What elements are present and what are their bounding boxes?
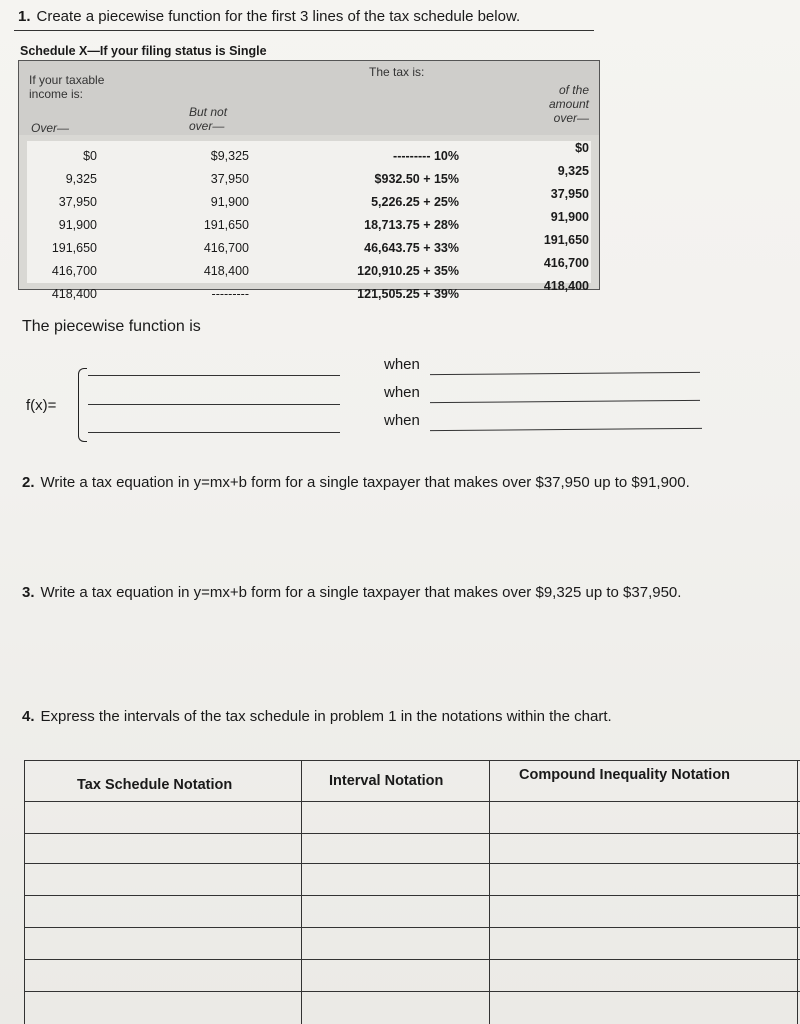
schedule-box (18, 60, 600, 301)
table-cell: 416,700 (203, 241, 249, 255)
table-cell: 418,400 (203, 264, 249, 278)
over-header: Over— (31, 121, 70, 135)
table-cell: 121,505.25 + 39% (357, 287, 459, 301)
but-not-over-header (189, 105, 227, 133)
question-text: Write a tax equation in y=mx+b form for a single taxpayer that makes over $9,325 up to $37,950. (40, 584, 682, 601)
when-label-2: when (384, 384, 420, 401)
of-amount-header (529, 83, 589, 125)
tax-schedule-table (18, 44, 600, 301)
table-cell: $932.50 + 15% (374, 172, 459, 186)
piecewise-label: The piecewise function is (22, 318, 201, 335)
table-cell: 37,950 (58, 195, 97, 209)
grid-header-compound: Compound Inequality Notation (519, 767, 731, 783)
question-1 (18, 8, 790, 25)
table-cell: 18,713.75 + 28% (364, 218, 459, 232)
grid-row-line (25, 801, 800, 802)
question-3 (22, 584, 790, 601)
table-cell: 191,650 (203, 218, 249, 232)
header-text: over— (189, 119, 225, 133)
header-text: amount (548, 97, 589, 111)
table-cell: --------- 10% (393, 149, 459, 163)
question-number: 2. (22, 474, 35, 491)
taxable-income-header (29, 73, 104, 101)
grid-header-tax-schedule: Tax Schedule Notation (77, 777, 233, 793)
table-cell: 5,226.25 + 25% (371, 195, 459, 209)
grid-header-interval: Interval Notation (329, 773, 444, 789)
table-cell: 37,950 (210, 172, 249, 186)
table-cell: 91,900 (58, 218, 97, 232)
table-cell: 120,910.25 + 35% (357, 264, 459, 278)
question-text: Create a piecewise function for the first 3 lines of the tax schedule below. (36, 8, 521, 25)
header-band (19, 61, 599, 135)
piecewise-blank-3[interactable] (88, 432, 340, 433)
grid-row-line (25, 991, 800, 992)
notation-grid (24, 760, 800, 1024)
schedule-title: Schedule X—If your filing status is Single (20, 44, 267, 58)
condition-blank-3[interactable] (430, 428, 702, 431)
header-text: over— (553, 111, 589, 125)
header-text: of the (558, 83, 589, 97)
condition-blank-1[interactable] (430, 372, 700, 375)
when-label-3: when (384, 412, 420, 429)
piecewise-blank-1[interactable] (88, 375, 340, 376)
table-body (27, 141, 591, 283)
table-cell: 416,700 (543, 256, 589, 270)
header-text: If your taxable (29, 73, 105, 87)
question-underline (14, 30, 594, 31)
condition-blank-2[interactable] (430, 400, 700, 403)
piecewise-blank-2[interactable] (88, 404, 340, 405)
question-text: Write a tax equation in y=mx+b form for a single taxpayer that makes over $37,950 up to $91,900. (40, 474, 690, 491)
question-number: 4. (22, 708, 35, 725)
table-cell: 418,400 (51, 287, 97, 301)
question-number: 1. (18, 8, 31, 25)
table-cell: 191,650 (543, 233, 589, 247)
fx-label: f(x)= (26, 397, 57, 414)
table-cell: 46,643.75 + 33% (364, 241, 459, 255)
question-2 (22, 474, 790, 491)
tax-is-header: The tax is: (369, 65, 425, 79)
piecewise-brace (78, 368, 87, 442)
question-4 (22, 708, 790, 725)
table-cell: 37,950 (550, 187, 589, 201)
table-cell: 191,650 (51, 241, 97, 255)
grid-row-line (25, 959, 800, 960)
grid-row-line (25, 863, 800, 864)
table-cell: --------- (211, 287, 249, 301)
grid-row-line (25, 927, 800, 928)
header-text: income is: (29, 87, 84, 101)
but-not-over-column (179, 145, 249, 306)
table-cell: 9,325 (557, 164, 589, 178)
over-column (27, 145, 97, 306)
of-amount-over-column (509, 137, 589, 298)
table-cell: 416,700 (51, 264, 97, 278)
table-cell: $0 (575, 141, 589, 155)
table-cell: $9,325 (210, 149, 249, 163)
table-cell: 9,325 (65, 172, 97, 186)
table-cell: 418,400 (543, 279, 589, 293)
header-text: But not (189, 105, 228, 119)
table-cell: 91,900 (550, 210, 589, 224)
table-cell: $0 (83, 149, 97, 163)
table-cell: 91,900 (210, 195, 249, 209)
tax-is-column (319, 145, 459, 306)
question-text: Express the intervals of the tax schedule in problem 1 in the notations within the chart. (40, 708, 612, 725)
when-label-1: when (384, 356, 420, 373)
question-number: 3. (22, 584, 35, 601)
grid-row-line (25, 833, 800, 834)
grid-row-line (25, 895, 800, 896)
